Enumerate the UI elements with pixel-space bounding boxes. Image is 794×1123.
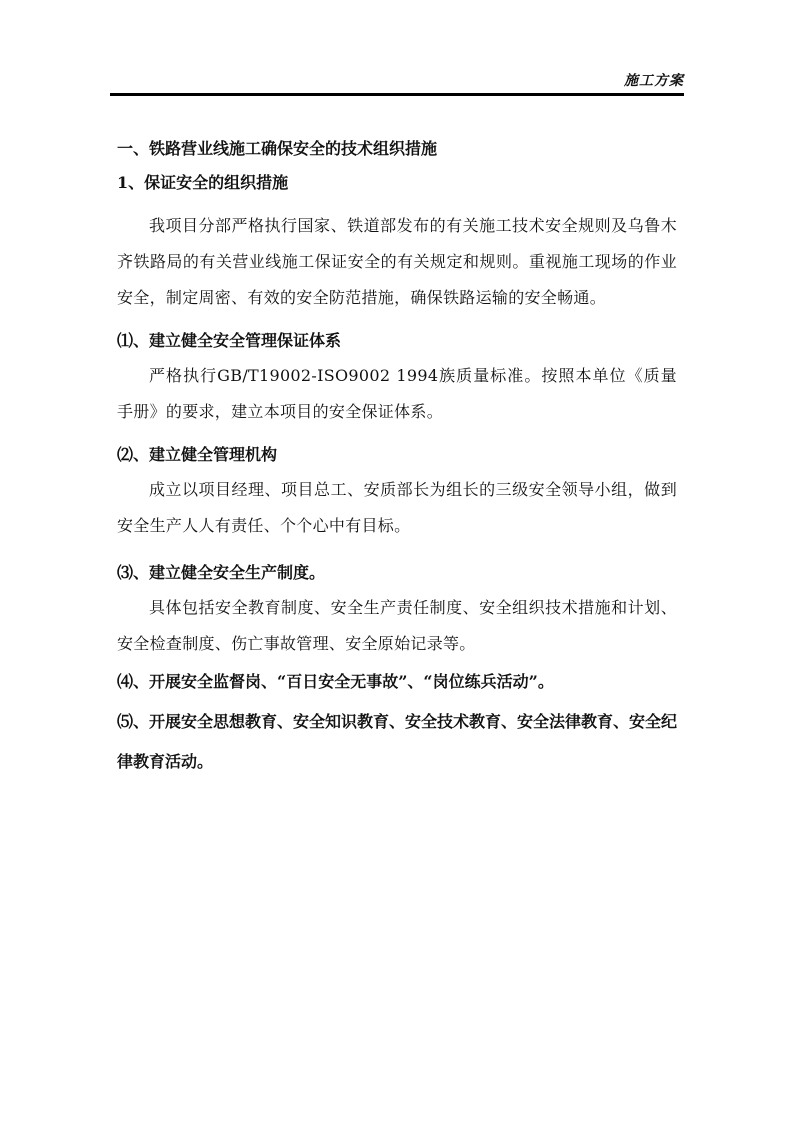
item-2-title: ⑵、建立健全管理机构 [117,445,278,464]
item-1-title: ⑴、建立健全安全管理保证体系 [117,331,342,350]
item-5-title: ⑸、开展安全思想教育、安全知识教育、安全技术教育、安全法律教育、安全纪律教育活动。 [117,712,678,771]
subsection-heading: 1、保证安全的组织措施 [117,173,289,192]
section-heading: 一、铁路营业线施工确保安全的技术组织措施 [117,139,438,158]
page-header [110,64,684,96]
intro-paragraph: 我项目分部严格执行国家、铁道部发布的有关施工技术安全规则及乌鲁木齐铁路局的有关营业线施工保证安全的有关规定和规则。重视施工现场的作业安全，制定周密、有效的安全防范措施，确保铁路运输的安全畅通。 [117,216,677,307]
item-4-title: ⑷、开展安全监督岗、“百日安全无事故”、“岗位练兵活动”。 [117,672,554,691]
header-rule [110,93,684,96]
document-body [117,132,677,782]
item-3-body: 具体包括安全教育制度、安全生产责任制度、安全组织技术措施和计划、安全检查制度、伤亡事故管理、安全原始记录等。 [117,598,677,653]
item-1-body: 严格执行GB/T19002-ISO9002 1994族质量标准。按照本单位《质量手册》的要求，建立本项目的安全保证体系。 [117,366,677,421]
item-3-title: ⑶、建立健全安全生产制度。 [117,563,326,582]
header-title: 施工方案 [624,73,684,89]
item-2-body: 成立以项目经理、项目总工、安质部长为组长的三级安全领导小组，做到安全生产人人有责任、个个心中有目标。 [117,480,677,535]
